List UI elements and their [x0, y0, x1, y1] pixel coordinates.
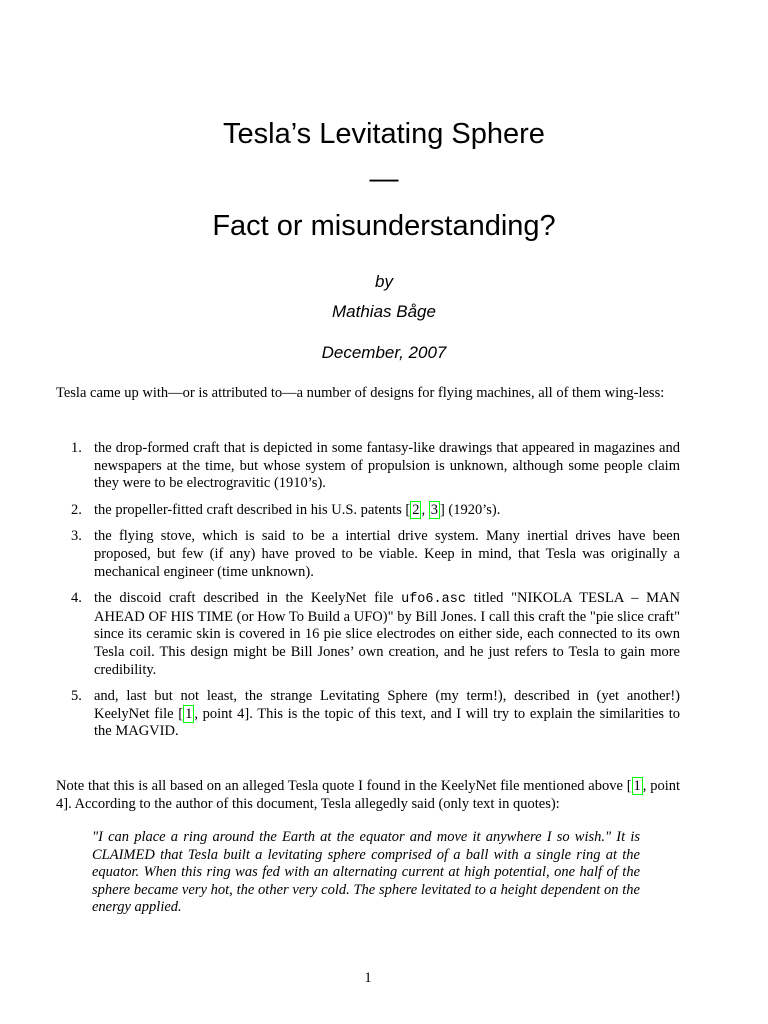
list-item: [56, 688, 680, 741]
list-item-number: 4.: [71, 590, 82, 607]
byline-by: by: [375, 272, 393, 291]
note-text-end: , point 4]. According to the author of this document, Tesla allegedly said (only text in quotes):: [56, 778, 680, 812]
title-line-2: Fact or misunderstanding?: [212, 210, 556, 242]
list-item: [56, 440, 680, 493]
citation-link-2[interactable]: 2: [412, 501, 420, 518]
note-paragraph: [56, 778, 680, 813]
list-item-text: the propeller-fitted craft described in his U.S. patents [: [94, 501, 411, 518]
design-list: [56, 440, 680, 750]
list-item: [56, 528, 680, 581]
list-item-text: the discoid craft described in the KeelyNet file: [94, 590, 402, 607]
list-item: [56, 590, 680, 679]
list-item-text: the flying stove, which is said to be a intertial drive system. Many inertial drives have been proposed, but few (if any) have proved to be viable. Keep in mind, that Tesla was originally a mechanical engineer (time unknown).: [94, 528, 680, 580]
list-item-number: 3.: [71, 528, 82, 545]
publication-date: December, 2007: [321, 343, 447, 362]
intro-paragraph: Tesla came up with—or is attributed to—a number of designs for flying machines, all of them wing-less:: [56, 385, 665, 401]
list-item-text: and, last but not least, the strange Levitating Sphere (my term!), described in (yet another!) KeelyNet file [: [94, 688, 680, 722]
title-line-1: Tesla’s Levitating Sphere: [223, 118, 545, 150]
citation-link-1[interactable]: 1: [633, 778, 641, 794]
list-item-text-end: titled "NIKOLA TESLA – MAN AHEAD OF HIS TIME (or How To Build a UFO)" by Bill Jones. I call this craft the "pie slice craft" since its ceramic skin is covered in 16 pie slice electrodes on either side, each connected to its own Tesla coil. This design might be Bill Jones’ own creation, and he just refers to Tesla to gain more credibility.: [94, 590, 680, 678]
citation-separator: ,: [421, 501, 429, 518]
citation-link-1[interactable]: 1: [185, 705, 193, 722]
list-item-text: the drop-formed craft that is depicted in some fantasy-like drawings that appeared in magazines and newspapers at the time, but whose system of propulsion is unknown, although some people claim they were to be electrogravitic (1910’s).: [94, 440, 680, 492]
file-name: ufo6.asc: [401, 592, 466, 608]
page-number: 1: [364, 970, 372, 986]
tesla-quote: "I can place a ring around the Earth at the equator and move it anywhere I so wish." It is CLAIMED that Tesla built a levitating sphere comprised of a ball with a single ring at the equator. When this ring was fed with an alternating current at high potential, one half of the sphere became very hot, the other very cold. The sphere levitated to a height dependent on the energy applied.: [92, 829, 640, 916]
list-item-number: 2.: [71, 501, 82, 518]
list-item-text-end: , point 4]. This is the topic of this text, and I will try to explain the similarities to the MAGVID.: [94, 705, 680, 740]
list-item-text-end: ] (1920’s).: [439, 501, 501, 518]
citation-link-3[interactable]: 3: [430, 501, 438, 518]
list-item-number: 1.: [71, 440, 82, 456]
list-item: [56, 502, 680, 520]
title-dash: —: [369, 163, 399, 195]
author-name: Mathias Båge: [332, 302, 436, 321]
list-item-number: 5.: [71, 688, 82, 705]
note-text: Note that this is all based on an alleged Tesla quote I found in the KeelyNet file mentioned above [: [56, 778, 632, 794]
